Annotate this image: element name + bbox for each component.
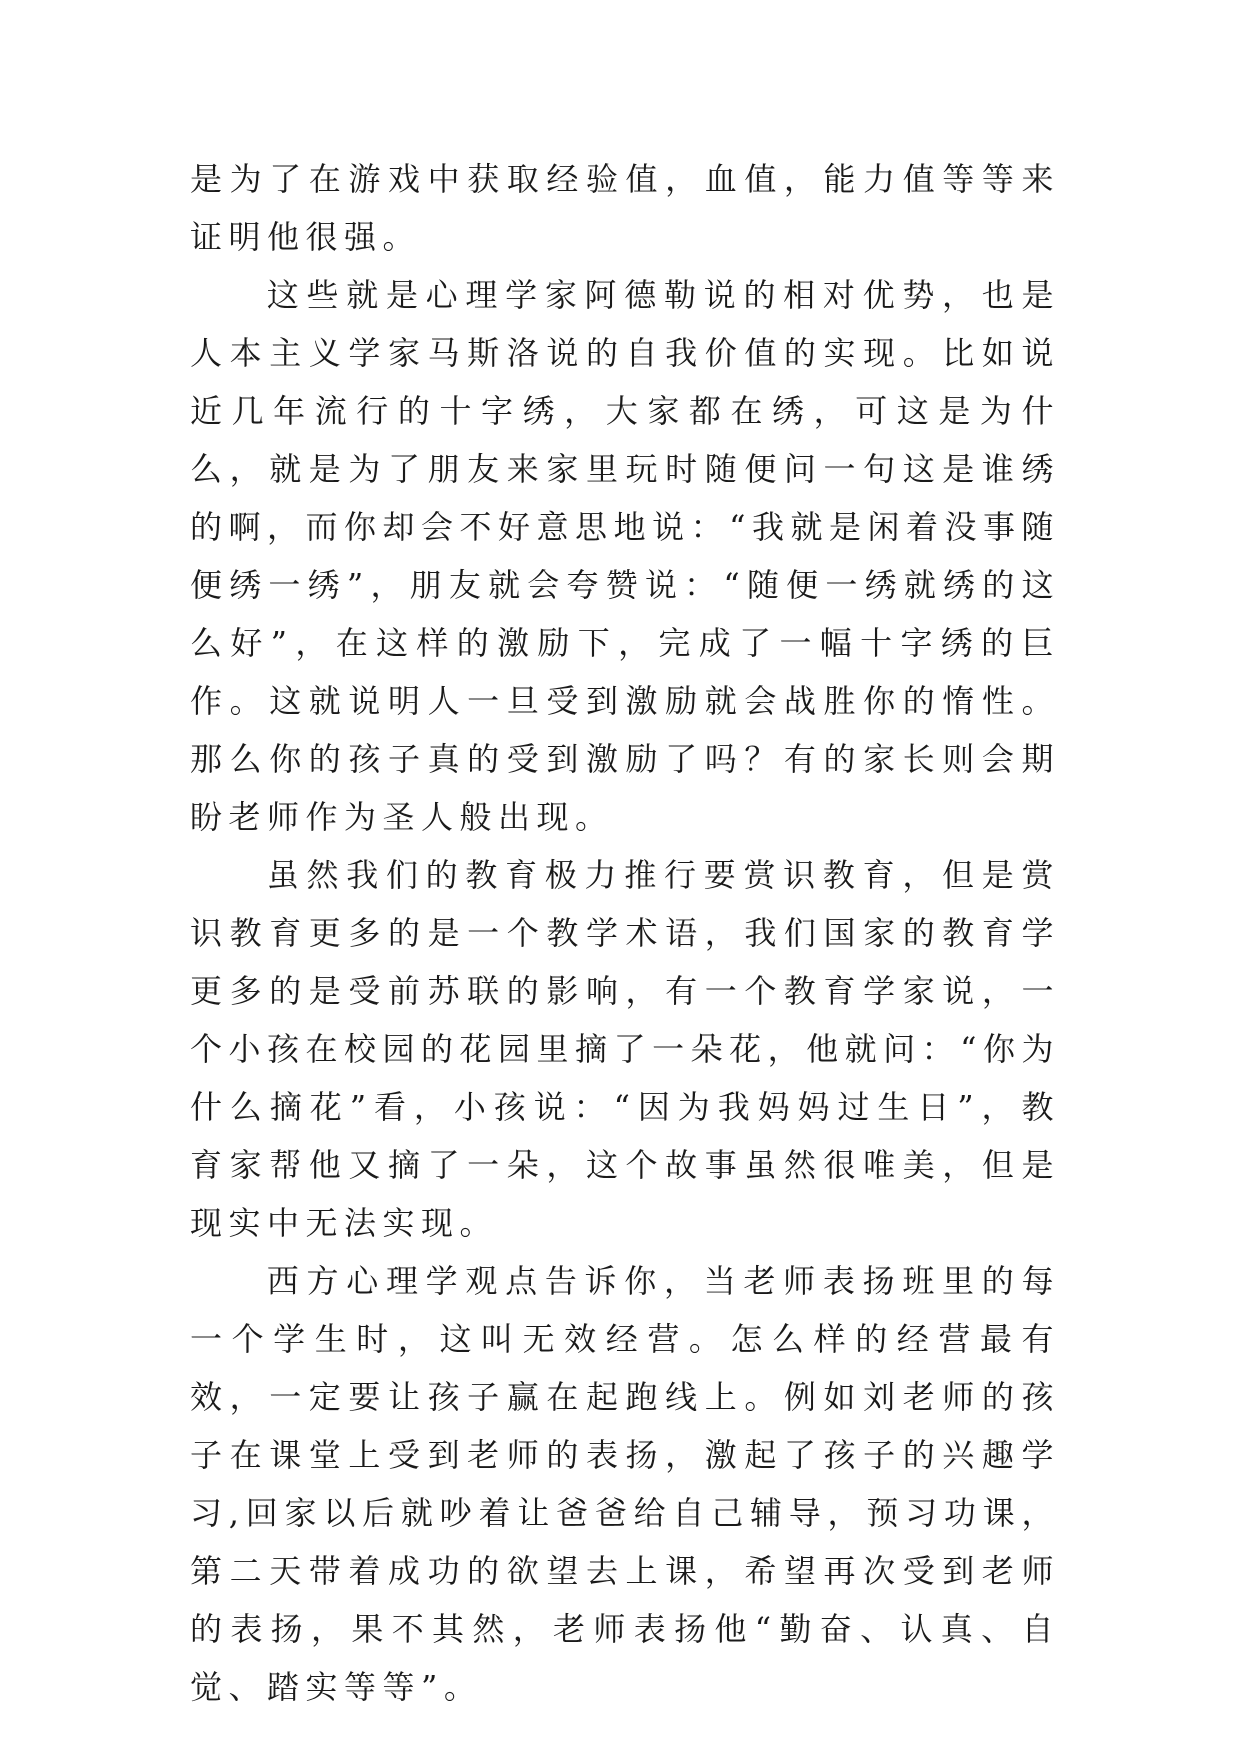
paragraph-3: 虽然我们的教育极力推行要赏识教育，但是赏识教育更多的是一个教学术语，我们国家的教育学更多的是受前苏联的影响，有一个教育学家说，一个小孩在校园的花园里摘了一朵花，他就问：“你为什么摘花”看，小孩说：“因为我妈妈过生日”，教育家帮他又摘了一朵，这个故事虽然很唯美，但是现实中无法实现。 xyxy=(190,856,1060,1242)
paragraph-1: 是为了在游戏中获取经验值，血值，能力值等等来证明他很强。 xyxy=(190,160,1060,256)
body-text xyxy=(190,150,1060,1716)
paragraph-4: 西方心理学观点告诉你，当老师表扬班里的每一个学生时，这叫无效经营。怎么样的经营最有效，一定要让孩子赢在起跑线上。例如刘老师的孩子在课堂上受到老师的表扬，激起了孩子的兴趣学习,回家以后就吵着让爸爸给自己辅导，预习功课，第二天带着成功的欲望去上课，希望再次受到老师的表扬，果不其然，老师表扬他“勤奋、认真、自觉、踏实等等”。 xyxy=(190,1262,1060,1706)
paragraph-2: 这些就是心理学家阿德勒说的相对优势，也是人本主义学家马斯洛说的自我价值的实现。比如说近几年流行的十字绣，大家都在绣，可这是为什么，就是为了朋友来家里玩时随便问一句这是谁绣的啊，而你却会不好意思地说：“我就是闲着没事随便绣一绣”，朋友就会夸赞说：“随便一绣就绣的这么好”，在这样的激励下，完成了一幅十字绣的巨作。这就说明人一旦受到激励就会战胜你的惰性。那么你的孩子真的受到激励了吗？有的家长则会期盼老师作为圣人般出现。 xyxy=(190,276,1060,836)
